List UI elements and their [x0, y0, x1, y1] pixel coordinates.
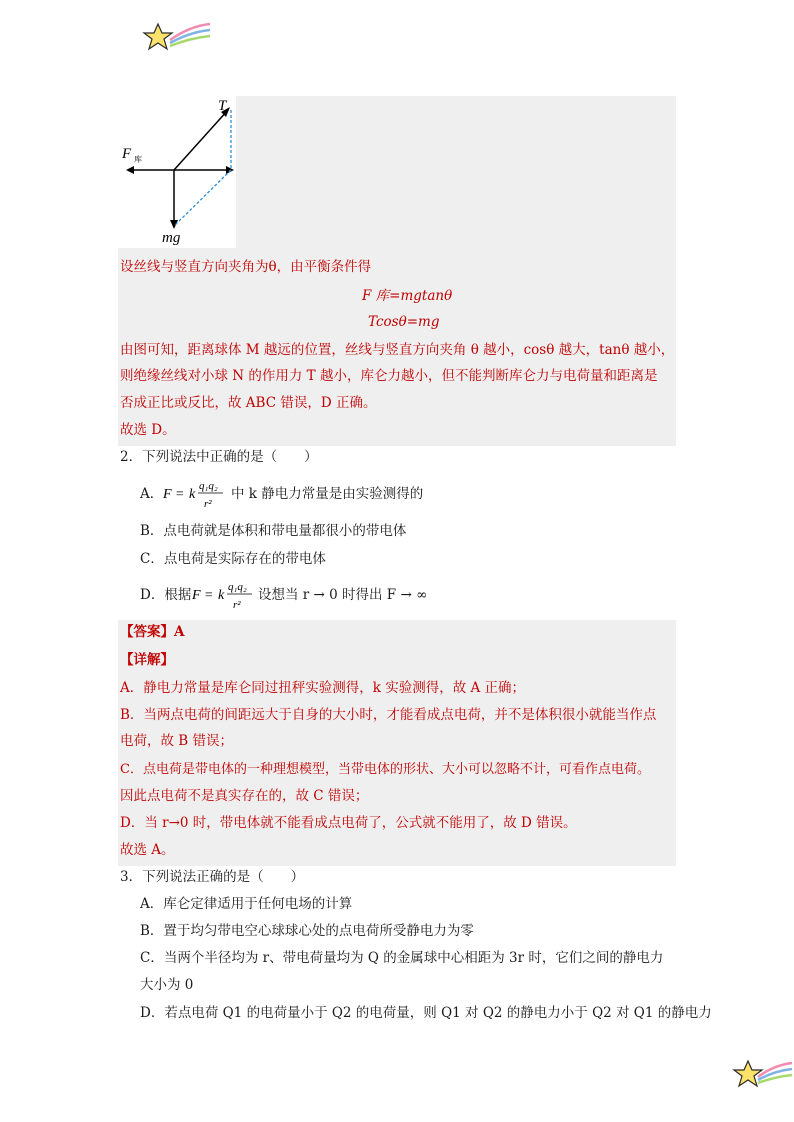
formula-denominator: r² [204, 498, 212, 510]
q2-detail-3: 电荷，故 B 错误； [120, 733, 234, 749]
label-F: F [122, 146, 132, 162]
q2-option-a [140, 484, 163, 504]
q2-detail-1: A．静电力常量是库仑同过扭秤实验测得，k 实验测得，故 A 正确； [120, 680, 526, 696]
q2-option-d-text: 设想当 r → 0 时得出 F → ∞ [258, 587, 428, 603]
force-diagram [118, 96, 236, 248]
q3-option-d: D．若点电荷 Q1 的电荷量小于 Q2 的电荷量，则 Q1 对 Q2 的静电力小于 Q2 对 Q1 的静电力 [140, 1005, 712, 1021]
label-F-sub: 库 [134, 155, 142, 164]
star-decoration-bottom [730, 1055, 794, 1095]
formula-f-d: F = [192, 588, 214, 603]
q2-option-d-formula [190, 576, 260, 612]
q3-option-b: B．置于均匀带电空心球球心处的点电荷所受静电力为零 [140, 923, 474, 939]
q2-detail-2: B．当两点电荷的间距远大于自身的大小时，才能看成点电荷，并不是体积很小就能当作点 [120, 707, 657, 723]
formula-f: F = [163, 487, 185, 502]
q2-detail-5: 因此点电荷不是真实存在的，故 C 错误； [120, 788, 369, 804]
q2-stem: 2．下列说法中正确的是（ ） [120, 449, 318, 465]
q2-option-a-formula [161, 475, 231, 511]
formula-k-d: k [218, 588, 225, 603]
q3-option-c-line1: C．当两个半径均为 r、带电荷量均为 Q 的金属球中心相距为 3r 时，它们之间的静电力 [140, 950, 664, 966]
q2-detail-7: 故选 A。 [120, 842, 175, 858]
formula-numerator: q₁q₂ [199, 480, 218, 492]
formula-denominator-d: r² [233, 599, 241, 611]
formula-k: k [189, 487, 196, 502]
sol1-line5: 故选 D。 [120, 422, 176, 438]
sol1-line3: 则绝缘丝线对小球 N 的作用力 T 越小，库仑力越小，但不能判断库仑力与电荷量和距离是 [120, 368, 658, 384]
q2-option-c: C．点电荷是实际存在的带电体 [140, 551, 326, 567]
q2-detail-6: D．当 r→0 时，带电体就不能看成点电荷了，公式就不能用了，故 D 错误。 [120, 815, 577, 831]
q2-option-a-prefix: A． [140, 486, 164, 502]
q3-option-c-line2: 大小为 0 [140, 977, 194, 993]
sol1-eq1: F 库=mgtanθ [362, 288, 453, 304]
label-T: T [218, 98, 227, 114]
q2-option-d [140, 585, 191, 605]
q2-option-d-prefix: D．根据 [140, 587, 192, 603]
q2-detail-label: 【详解】 [120, 652, 174, 668]
star-decoration-top [140, 18, 215, 58]
q2-answer-label: 【答案】A [120, 624, 185, 640]
sol1-line2: 由图可知，距离球体 M 越远的位置，丝线与竖直方向夹角 θ 越小，cosθ 越大，tanθ 越小， [120, 342, 675, 358]
q2-detail-4: C．点电荷是带电体的一种理想模型，当带电体的形状、大小可以忽略不计，可看作点电荷。 [120, 762, 650, 777]
q2-option-a-text: 中 k 静电力常量是由实验测得的 [231, 486, 424, 502]
sol1-line4: 否成正比或反比，故 ABC 错误，D 正确。 [120, 395, 377, 411]
formula-numerator-d: q₁q₂ [228, 581, 247, 593]
sol1-line1: 设丝线与竖直方向夹角为θ，由平衡条件得 [120, 259, 372, 275]
q2-option-b: B．点电荷就是体积和带电量都很小的带电体 [140, 523, 407, 539]
sol1-eq2: Tcosθ=mg [368, 314, 440, 330]
label-mg: mg [162, 230, 181, 246]
q3-stem: 3．下列说法正确的是（ ） [120, 869, 305, 885]
q3-option-a: A．库仑定律适用于任何电场的计算 [140, 896, 353, 912]
